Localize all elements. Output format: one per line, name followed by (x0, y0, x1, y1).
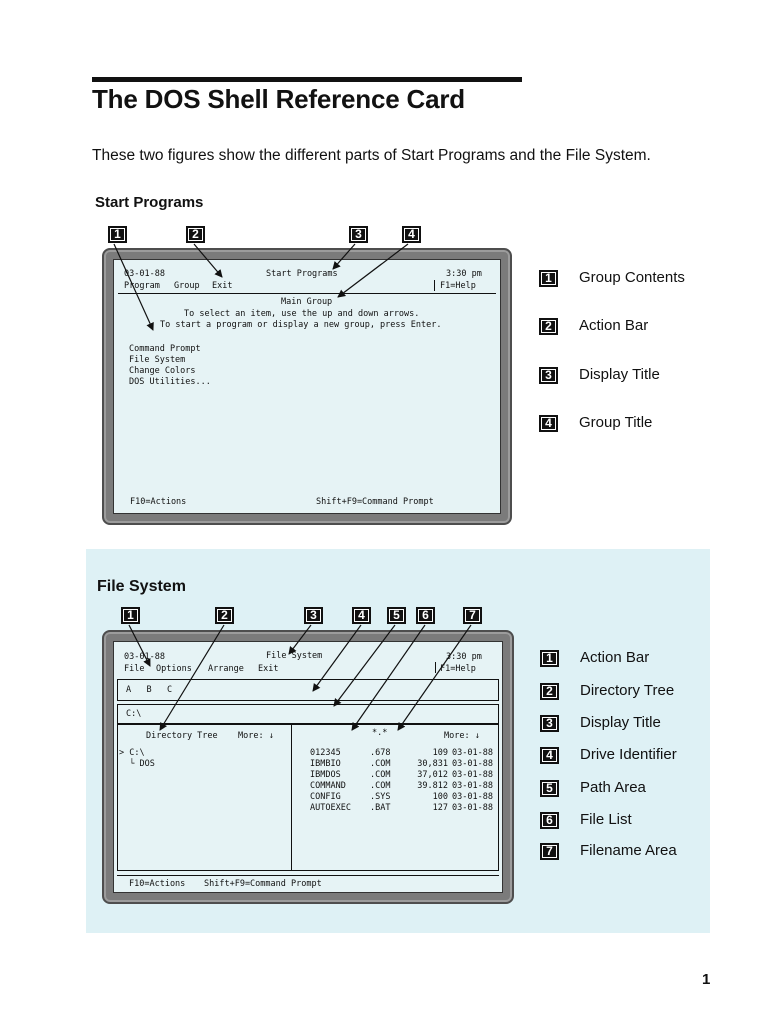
sp-footer-command[interactable]: Shift+F9=Command Prompt (316, 497, 434, 507)
file-system-heading: File System (97, 578, 186, 595)
sp-legend-num: 4 (539, 415, 558, 432)
fs-file-name[interactable]: IBMDOS (310, 770, 341, 780)
sp-date: 03-01-88 (124, 269, 165, 279)
page-number: 1 (702, 971, 711, 988)
fs-file-ext: .COM (370, 781, 391, 791)
fs-legend-label: Drive Identifier (580, 746, 677, 763)
fs-callout-1: 1 (121, 607, 140, 624)
sp-legend-label: Group Contents (579, 269, 685, 286)
sp-instruction-2: To start a program or display a new group, press Enter. (160, 320, 442, 330)
sp-item-dos-utilities[interactable]: DOS Utilities... (129, 377, 211, 387)
sp-menu-group[interactable]: Group (174, 281, 200, 291)
sp-menu-exit[interactable]: Exit (212, 281, 233, 291)
fs-list-divider (291, 724, 292, 871)
fs-date: 03-01-88 (124, 652, 165, 662)
sp-legend-num: 1 (539, 270, 558, 287)
sp-legend-num: 3 (539, 367, 558, 384)
sp-action-bar-line (118, 293, 496, 294)
fs-legend-label: Path Area (580, 779, 646, 796)
fs-footer-actions[interactable]: F10=Actions (129, 879, 186, 889)
fs-legend-label: Action Bar (580, 649, 650, 666)
fs-file-date: 03-01-88 (452, 781, 493, 791)
fs-legend-num: 1 (540, 650, 559, 667)
fs-legend-num: 4 (540, 747, 559, 764)
fs-file-name[interactable]: COMMAND (310, 781, 346, 791)
fs-file-size: 109 (432, 748, 448, 758)
fs-legend-num: 7 (540, 843, 559, 860)
sp-legend-label: Display Title (579, 366, 660, 383)
fs-path-area-box (117, 704, 499, 724)
fs-legend-label: Display Title (580, 714, 661, 731)
sp-legend-label: Group Title (579, 414, 653, 431)
sp-callout-2: 2 (186, 226, 205, 243)
fs-callout-2: 2 (215, 607, 234, 624)
fs-menu-file[interactable]: File (124, 664, 145, 674)
fs-file-ext: .678 (370, 748, 391, 758)
fs-file-date: 03-01-88 (452, 759, 493, 769)
fs-menu-arrange[interactable]: Arrange (208, 664, 244, 674)
fs-file-ext: .COM (370, 770, 391, 780)
sp-item-change-colors[interactable]: Change Colors (129, 366, 196, 376)
sp-display-title: Start Programs (266, 269, 338, 279)
fs-file-size: 30,831 (417, 759, 448, 769)
fs-file-date: 03-01-88 (452, 770, 493, 780)
sp-help[interactable]: F1=Help (440, 281, 476, 291)
fs-callout-6: 6 (416, 607, 435, 624)
title-rule (92, 77, 522, 82)
fs-callout-3: 3 (304, 607, 323, 624)
fs-callout-7: 7 (463, 607, 482, 624)
fs-callout-4: 4 (352, 607, 371, 624)
sp-item-command-prompt[interactable]: Command Prompt (129, 344, 201, 354)
fs-tree-dos[interactable]: └ DOS (119, 759, 155, 769)
fs-tree-root[interactable]: > C:\ (119, 748, 145, 758)
fs-legend-label: Directory Tree (580, 682, 675, 699)
fs-more-right: More: ↓ (444, 731, 480, 741)
fs-callout-5: 5 (387, 607, 406, 624)
fs-tree-header: Directory Tree (146, 731, 218, 741)
fs-legend-num: 5 (540, 780, 559, 797)
fs-help[interactable]: F1=Help (440, 664, 476, 674)
sp-legend-label: Action Bar (579, 317, 649, 334)
sp-legend-num: 2 (539, 318, 558, 335)
fs-legend-label: Filename Area (580, 842, 677, 859)
fs-drives[interactable]: A B C (126, 685, 173, 695)
fs-help-divider (435, 662, 436, 673)
sp-callout-1: 1 (108, 226, 127, 243)
sp-group-title: Main Group (281, 297, 333, 307)
start-programs-heading: Start Programs (95, 194, 204, 211)
fs-file-date: 03-01-88 (452, 792, 493, 802)
sp-help-divider (434, 280, 435, 291)
fs-file-size: 100 (432, 792, 448, 802)
fs-file-ext: .COM (370, 759, 391, 769)
fs-filename-area[interactable]: *.* (372, 728, 388, 738)
fs-file-size: 39.812 (417, 781, 448, 791)
fs-file-name[interactable]: 012345 (310, 748, 341, 758)
sp-menu-program[interactable]: Program (124, 281, 160, 291)
fs-file-name[interactable]: AUTOEXEC (310, 803, 351, 813)
fs-menu-exit[interactable]: Exit (258, 664, 279, 674)
fs-path: C:\ (126, 709, 142, 719)
fs-more-left: More: ↓ (238, 731, 274, 741)
fs-time: 3:30 pm (446, 652, 482, 662)
file-system-monitor (102, 630, 514, 904)
fs-legend-num: 3 (540, 715, 559, 732)
page-title: The DOS Shell Reference Card (92, 84, 465, 114)
fs-file-date: 03-01-88 (452, 748, 493, 758)
start-programs-monitor (102, 248, 512, 525)
fs-file-size: 127 (432, 803, 448, 813)
sp-footer-actions[interactable]: F10=Actions (130, 497, 187, 507)
fs-file-ext: .BAT (370, 803, 391, 813)
fs-footer-command[interactable]: Shift+F9=Command Prompt (204, 879, 322, 889)
intro-paragraph: These two figures show the different parts of Start Programs and the File System. (92, 147, 651, 164)
fs-legend-label: File List (580, 811, 632, 828)
fs-menu-options[interactable]: Options (156, 664, 192, 674)
fs-footer-line (117, 875, 499, 876)
file-system-screen (113, 641, 503, 893)
fs-file-size: 37,012 (417, 770, 448, 780)
fs-file-date: 03-01-88 (452, 803, 493, 813)
fs-file-name[interactable]: CONFIG (310, 792, 341, 802)
sp-callout-3: 3 (349, 226, 368, 243)
sp-callout-4: 4 (402, 226, 421, 243)
start-programs-screen (113, 259, 501, 514)
fs-legend-num: 2 (540, 683, 559, 700)
sp-instruction-1: To select an item, use the up and down arrows. (184, 309, 420, 319)
fs-file-ext: .SYS (370, 792, 391, 802)
sp-time: 3:30 pm (446, 269, 482, 279)
fs-drive-identifier-box (117, 679, 499, 701)
fs-display-title: File System (266, 651, 323, 661)
fs-legend-num: 6 (540, 812, 559, 829)
sp-item-file-system[interactable]: File System (129, 355, 186, 365)
fs-file-name[interactable]: IBMBIO (310, 759, 341, 769)
